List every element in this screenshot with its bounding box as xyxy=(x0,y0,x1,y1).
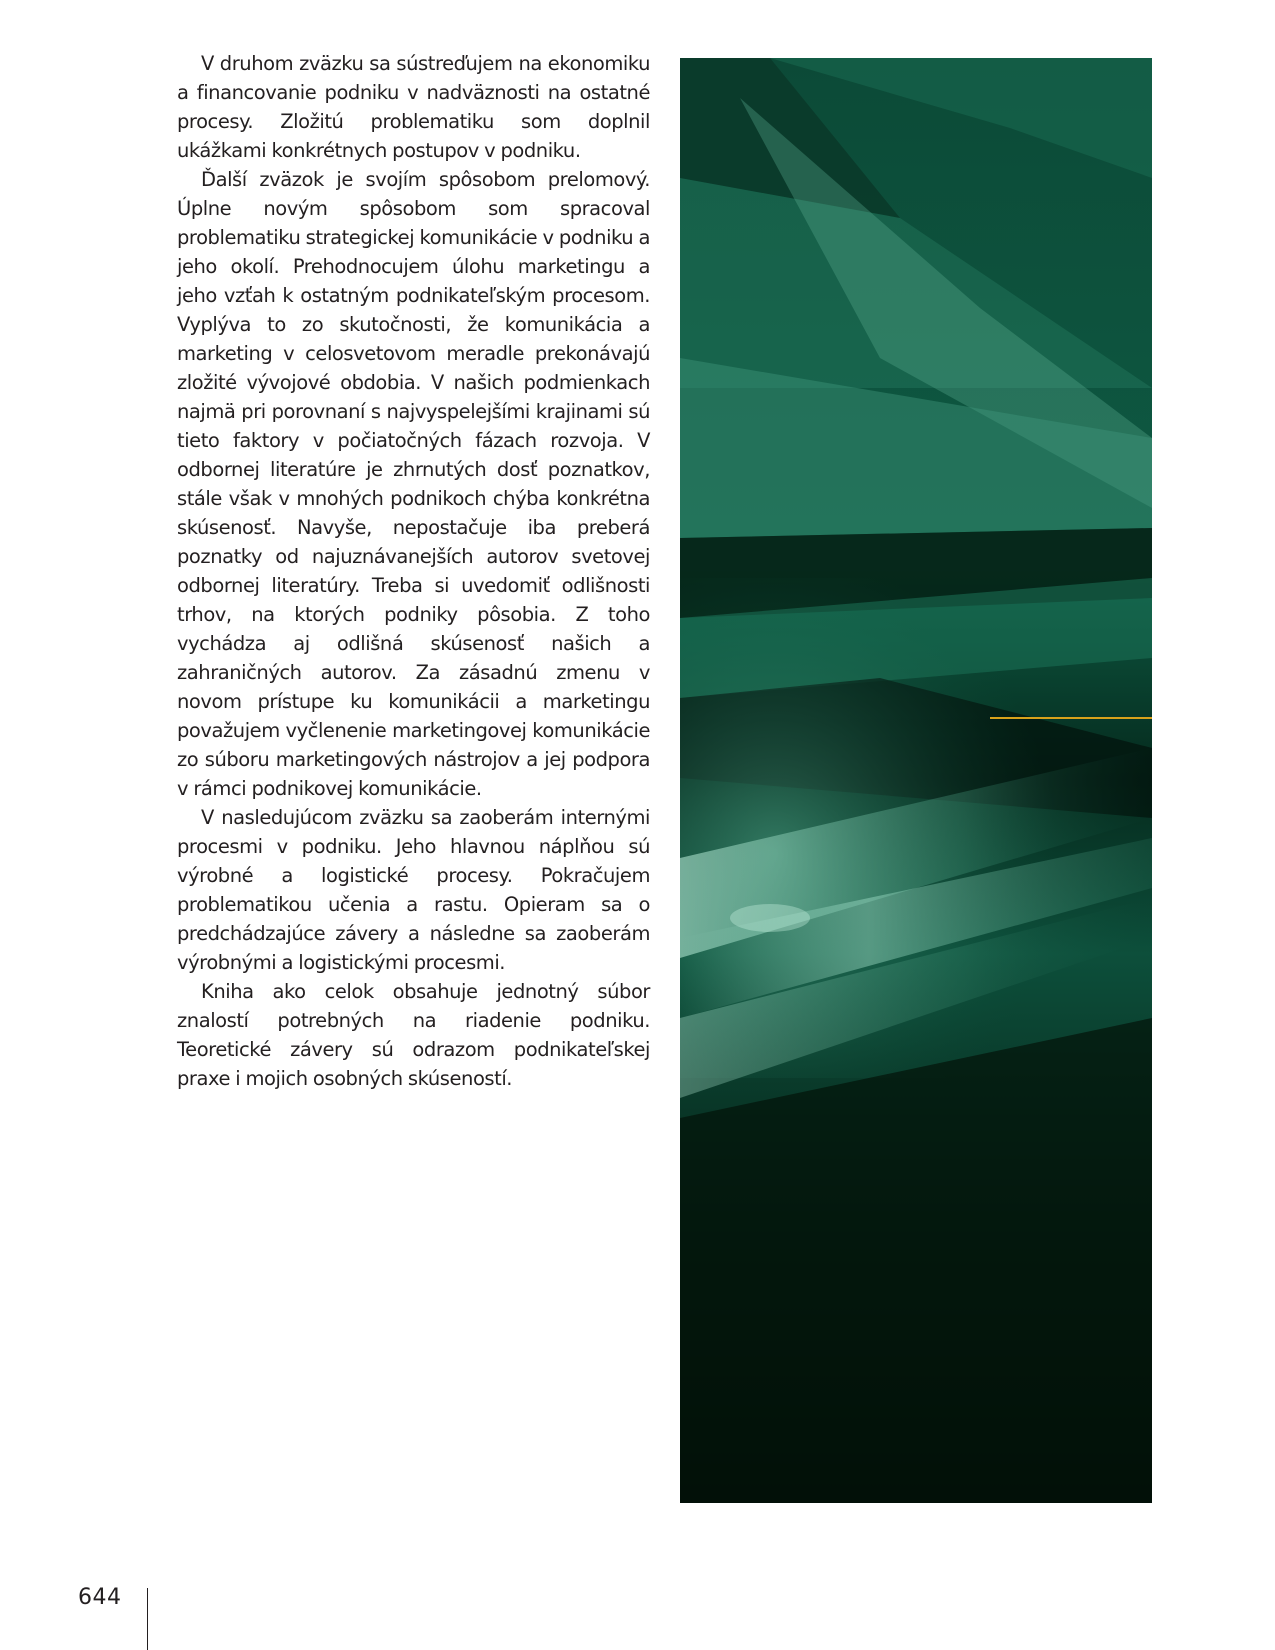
paragraph: V nasledujúcom zväzku sa zaoberám internými procesmi v podniku. Jeho hlavnou náplňou sú výrobné a logistické procesy. Pokračujem problematikou učenia a rastu. Opieram sa o predchádzajúce závery a následne sa zaoberám výrobnými a logistickými procesmi. xyxy=(177,806,650,974)
footer-divider xyxy=(147,1588,148,1650)
page-number: 644 xyxy=(78,1585,122,1610)
paragraph: V druhom zväzku sa sústreďujem na ekonomiku a financovanie podniku v nadväznosti na ostatné procesy. Zložitú problematiku som doplnil ukážkami konkrétnych postupov v podniku. xyxy=(177,52,650,162)
decorative-abstract-image xyxy=(680,58,1152,1503)
body-text xyxy=(177,49,650,1093)
paragraph: Ďalší zväzok je svojím spôsobom prelomový. Úplne novým spôsobom som spracoval problematiku strategickej komunikácie v podniku a jeho okolí. Prehodnocujem úlohu marketingu a jeho vzťah k ostatným podnikateľským procesom. Vyplýva to zo skutočnosti, že komunikácia a marketing v celosvetovom meradle prekonávajú zložité vývojové obdobia. V našich podmienkach najmä pri porovnaní s najvyspelejšími krajinami sú tieto faktory v počiatočných fázach rozvoja. V odbornej literatúre je zhrnutých dosť poznatkov, stále však v mnohých podnikoch chýba konkrétna skúsenosť. Navyše, nepostačuje iba preberá poznatky od najuznávanejších autorov svetovej odbornej literatúry. Treba si uvedomiť odlišnosti trhov, na ktorých podniky pôsobia. Z toho vychádza aj odlišná skúsenosť našich a zahraničných autorov. Za zásadnú zmenu v novom prístupe ku komunikácii a marketingu považujem vyčlenenie marketingovej komunikácie zo súboru marketingových nástrojov a jej podpora v rámci podnikovej komunikácie. xyxy=(177,168,650,800)
light-spot xyxy=(730,904,810,932)
paragraph: Kniha ako celok obsahuje jednotný súbor znalostí potrebných na riadenie podniku. Teoretické závery sú odrazom podnikateľskej praxe i mojich osobných skúseností. xyxy=(177,980,650,1090)
